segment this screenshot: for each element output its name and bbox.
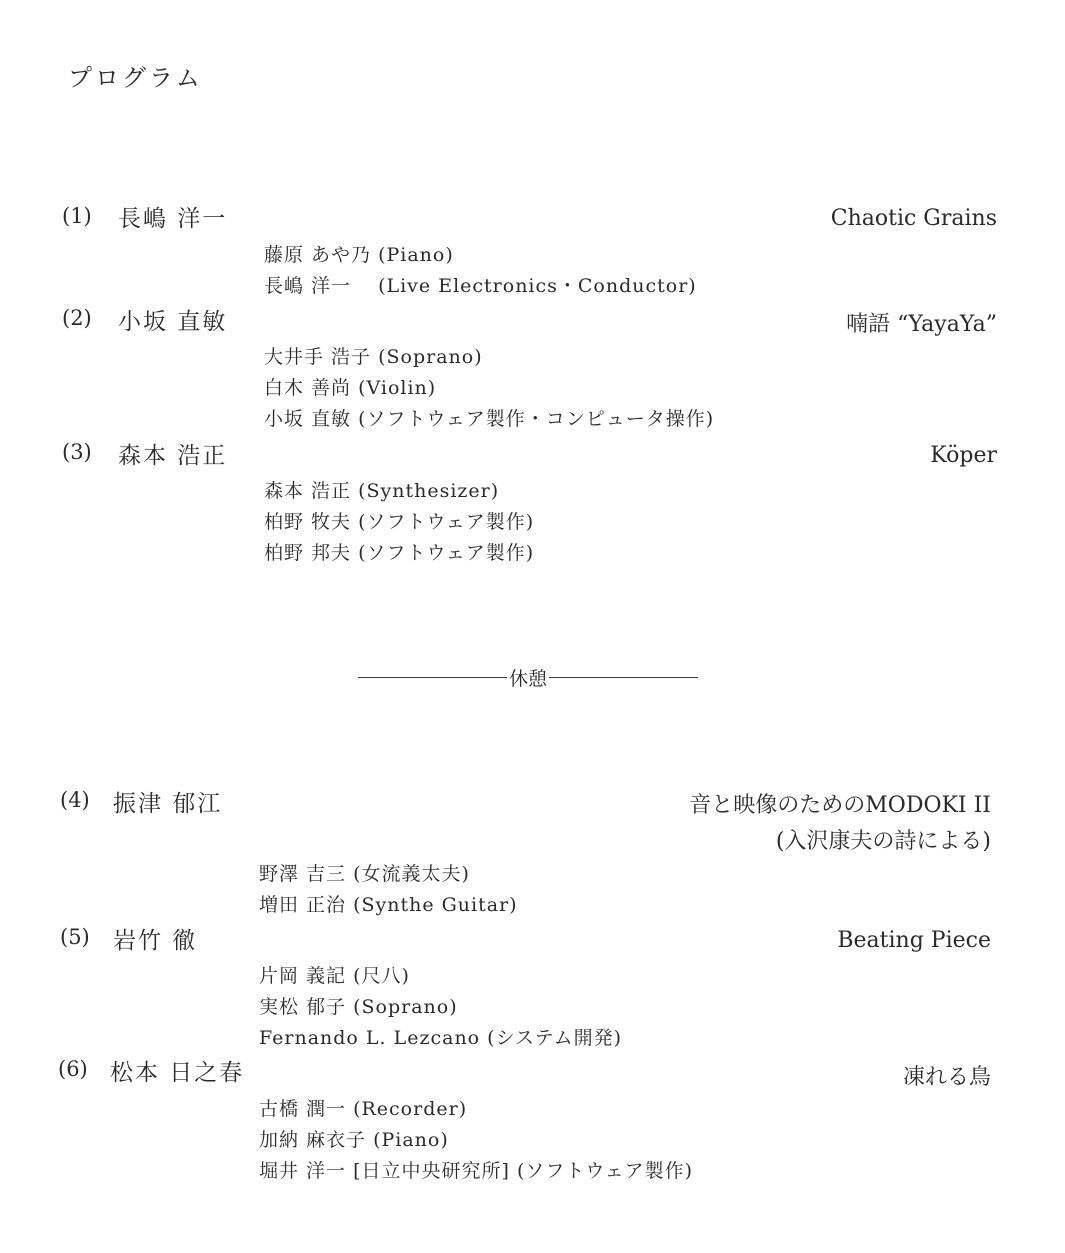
performer: 森本 浩正 (Synthesizer) [264,480,500,502]
intermission-label: 休憩 [509,667,548,690]
work-title: 凍れる鳥 [902,1065,991,1090]
performer: 片岡 義記 (尺八) [259,965,410,987]
performer: 増田 正治 (Synthe Guitar) [259,894,518,916]
work-title: Köper [930,443,997,468]
performer: 柏野 牧夫 (ソフトウェア製作) [264,511,535,533]
composer-name: 松本 日之春 [110,1060,245,1086]
entry-number: (3) [62,440,92,464]
work-title: Chaotic Grains [830,206,997,231]
performer: 大井手 浩子 (Soprano) [264,346,483,368]
performer: 野澤 吉三 (女流義太夫) [259,863,470,885]
composer-name: 長嶋 洋一 [118,206,228,232]
entry-number: (5) [60,925,90,949]
composer-name: 岩竹 徹 [113,928,198,954]
performer: 白木 善尚 (Violin) [264,377,437,399]
performer: 実松 郁子 (Soprano) [259,996,458,1018]
composer-name: 振津 郁江 [113,791,223,817]
performer: 柏野 邦夫 (ソフトウェア製作) [264,542,535,564]
entry-number: (1) [62,204,92,228]
intermission-divider [358,663,698,691]
composer-name: 小坂 直敏 [118,309,228,335]
composer-name: 森本 浩正 [118,443,228,469]
performer: Fernando L. Lezcano (システム開発) [259,1027,623,1049]
performer: 長嶋 洋一 (Live Electronics・Conductor) [264,275,697,297]
work-title: 音と映像のためのMODOKI II [689,793,991,818]
entry-number: (6) [58,1057,88,1081]
performer: 小坂 直敏 (ソフトウェア製作・コンピュータ操作) [264,408,715,430]
work-title: Beating Piece [837,928,991,953]
entry-number: (4) [60,788,90,812]
performer: 加納 麻衣子 (Piano) [259,1129,449,1151]
divider-line [549,677,698,678]
work-title: 喃語 “YayaYa” [846,312,997,337]
entry-number: (2) [62,306,92,330]
performer: 堀井 洋一 [日立中央研究所] (ソフトウェア製作) [259,1160,694,1182]
divider-line [358,677,507,678]
page-title: プログラム [68,64,203,92]
work-subtitle: (入沢康夫の詩による) [775,829,991,854]
performer: 藤原 あや乃 (Piano) [264,244,454,266]
performer: 古橋 潤一 (Recorder) [259,1098,468,1120]
